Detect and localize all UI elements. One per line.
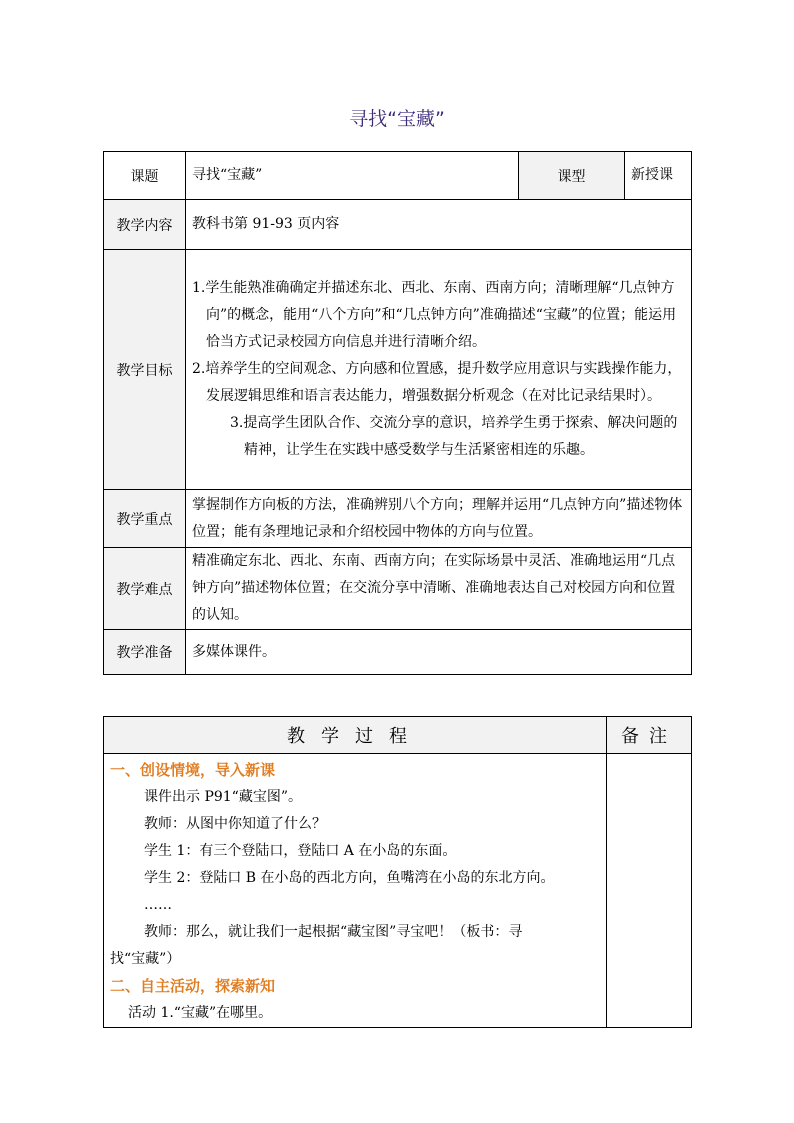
preparation-value: 多媒体课件。 xyxy=(186,630,692,675)
notes-cell xyxy=(607,754,692,1028)
topic-value: 寻找“宝藏” xyxy=(186,152,519,200)
process-line: 找“宝藏”） xyxy=(110,951,181,967)
process-line: 教师：从图中你知道了什么？ xyxy=(144,816,326,832)
goal-item: 2.培养学生的空间观念、方向感和位置感，提升数学应用意识与实践操作能力，发展逻辑思维和语言表达能力，增强数据分析观念（在对比记录结果时）。 xyxy=(192,361,682,404)
lesson-type-value: 新授课 xyxy=(625,152,692,200)
document-title: 寻找“宝藏” xyxy=(349,108,445,130)
process-header: 教学过程 xyxy=(104,717,607,754)
process-line: …… xyxy=(144,897,172,913)
goal-item: 1.学生能熟准确确定并描述东北、西北、东南、西南方向；清晰理解“几点钟方向”的概念，能用“八个方向”和“几点钟方向”准确描述“宝藏”的位置；能运用恰当方式记录校园方向信息并进行清晰介绍。 xyxy=(192,280,677,350)
goals-label: 教学目标 xyxy=(104,250,186,490)
topic-label: 课题 xyxy=(104,152,186,200)
teaching-process-table xyxy=(103,716,692,1028)
process-line: 学生 1：有三个登陆口，登陆口 A 在小岛的东面。 xyxy=(144,843,457,859)
key-points-value: 掌握制作方向板的方法，准确辨别八个方向；理解并运用“几点钟方向”描述物体位置；能有条理地记录和介绍校园中物体的方向与位置。 xyxy=(186,490,692,548)
content-value: 教科书第 91-93 页内容 xyxy=(186,200,692,250)
section-heading: 一、创设情境，导入新课 xyxy=(110,761,276,779)
key-points-label: 教学重点 xyxy=(104,490,186,548)
process-line: 课件出示 P91“藏宝图”。 xyxy=(144,789,302,805)
notes-header: 备注 xyxy=(607,717,692,754)
goals-cell xyxy=(186,250,692,490)
process-line: 活动 1.“宝藏”在哪里。 xyxy=(128,1005,273,1021)
lesson-type-label: 课型 xyxy=(519,152,625,200)
content-label: 教学内容 xyxy=(104,200,186,250)
goal-item: 3.提高学生团队合作、交流分享的意识，培养学生勇于探索、解决问题的精神，让学生在实践中感受数学与生活紧密相连的乐趣。 xyxy=(230,415,678,458)
difficulties-value: 精准确定东北、西北、东南、西南方向；在实际场景中灵活、准确地运用“几点钟方向”描述物体位置；在交流分享中清晰、准确地表达自己对校园方向和位置的认知。 xyxy=(186,548,692,630)
difficulties-label: 教学难点 xyxy=(104,548,186,630)
section-heading: 二、自主活动，探索新知 xyxy=(110,977,276,995)
process-body xyxy=(104,754,607,1028)
preparation-label: 教学准备 xyxy=(104,630,186,675)
process-line: 教师：那么，就让我们一起根据“藏宝图”寻宝吧！（板书：寻 xyxy=(144,924,523,940)
process-line: 学生 2：登陆口 B 在小岛的西北方向，鱼嘴湾在小岛的东北方向。 xyxy=(144,870,555,886)
lesson-info-table xyxy=(103,151,692,675)
